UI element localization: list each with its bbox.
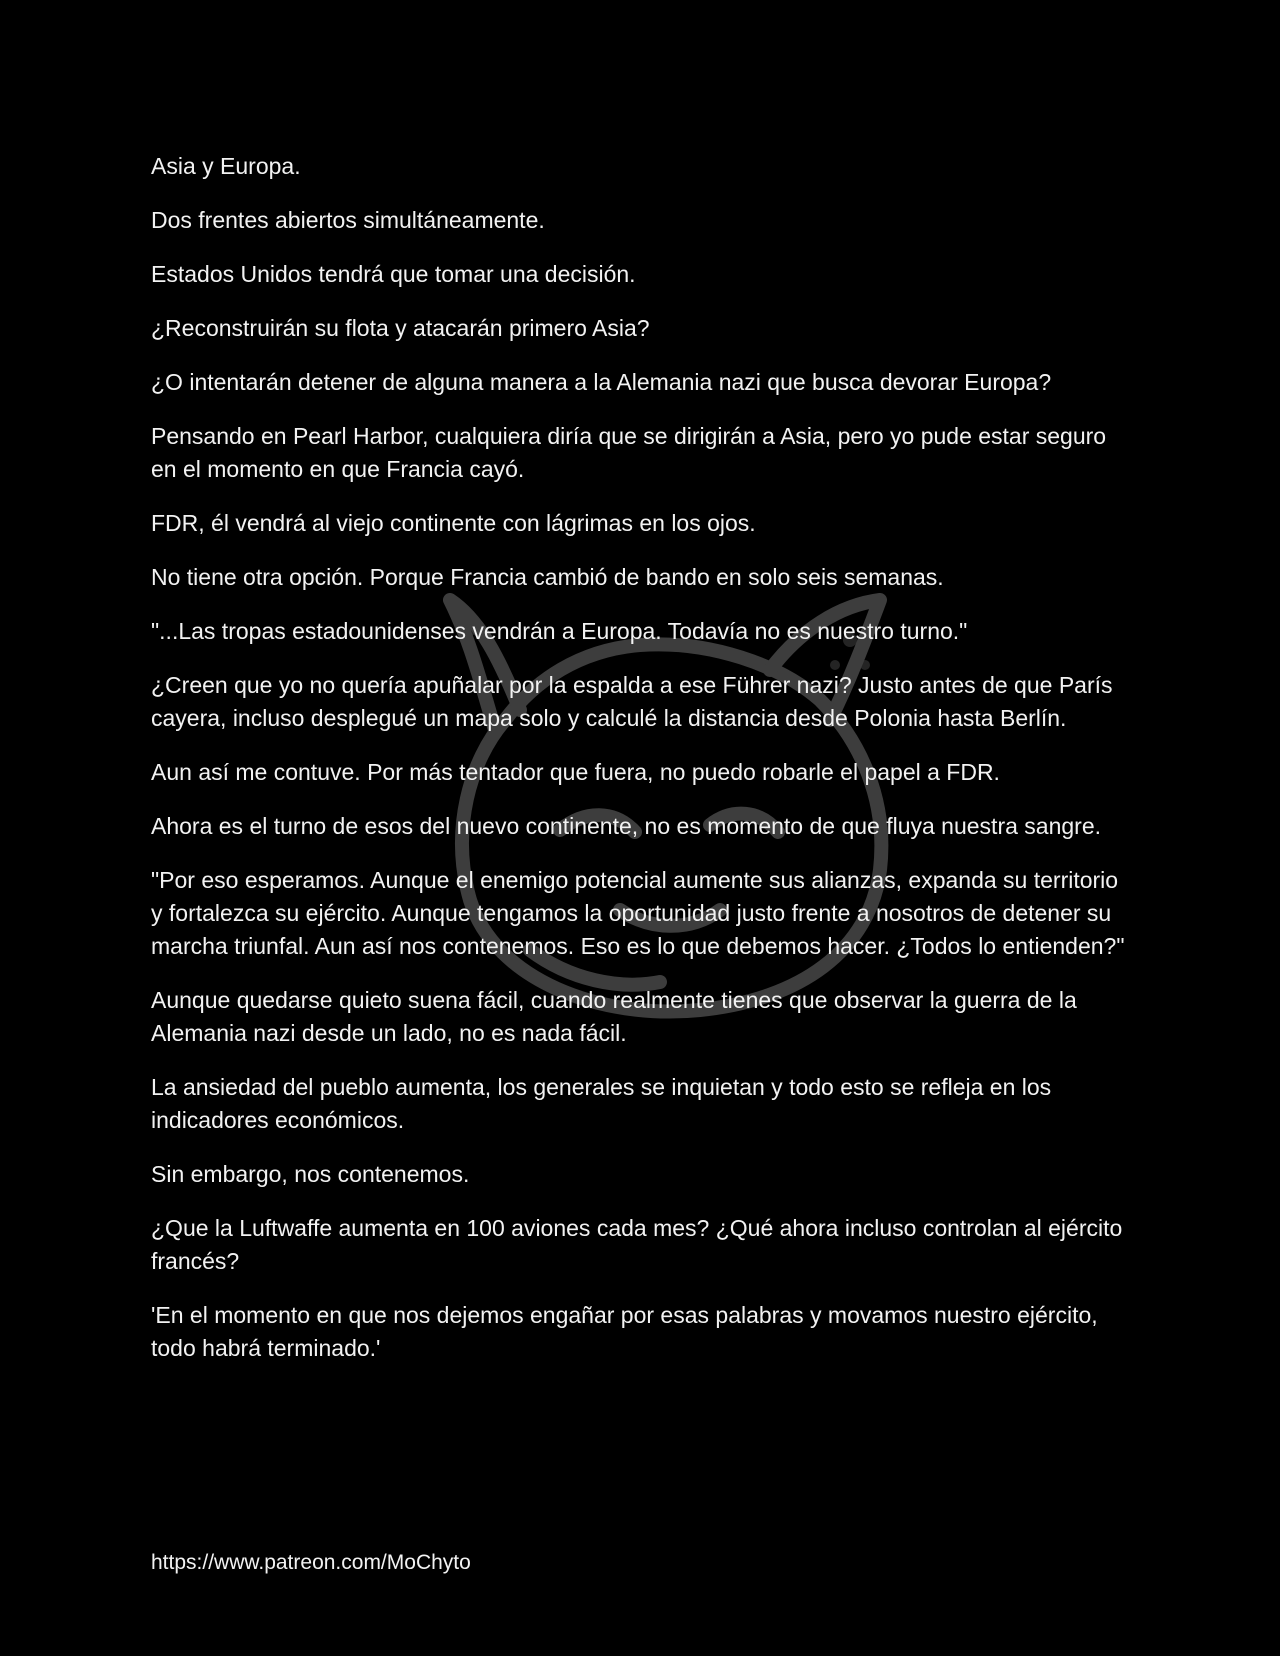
paragraph: Ahora es el turno de esos del nuevo continente, no es momento de que fluya nuestra sangre. bbox=[151, 813, 1102, 839]
story-text bbox=[151, 150, 1131, 1386]
paragraph: "...Las tropas estadounidenses vendrán a Europa. Todavía no es nuestro turno." bbox=[151, 618, 968, 644]
paragraph: La ansiedad del pueblo aumenta, los generales se inquietan y todo esto se refleja en los indicadores económicos. bbox=[151, 1074, 1052, 1133]
paragraph: No tiene otra opción. Porque Francia cambió de bando en solo seis semanas. bbox=[151, 564, 944, 590]
paragraph: ¿Reconstruirán su flota y atacarán primero Asia? bbox=[151, 315, 650, 341]
paragraph: ¿Que la Luftwaffe aumenta en 100 aviones cada mes? ¿Qué ahora incluso controlan al ejército francés? bbox=[151, 1215, 1123, 1274]
paragraph: Dos frentes abiertos simultáneamente. bbox=[151, 207, 545, 233]
paragraph: Sin embargo, nos contenemos. bbox=[151, 1161, 470, 1187]
paragraph: FDR, él vendrá al viejo continente con lágrimas en los ojos. bbox=[151, 510, 756, 536]
patreon-link[interactable]: https://www.patreon.com/MoChyto bbox=[151, 1551, 471, 1574]
paragraph: Asia y Europa. bbox=[151, 153, 301, 179]
paragraph: Aunque quedarse quieto suena fácil, cuando realmente tienes que observar la guerra de la Alemania nazi desde un lado, no es nada fácil. bbox=[151, 987, 1077, 1046]
paragraph: 'En el momento en que nos dejemos engañar por esas palabras y movamos nuestro ejército, todo habrá terminado.' bbox=[151, 1302, 1098, 1361]
paragraph: Pensando en Pearl Harbor, cualquiera diría que se dirigirán a Asia, pero yo pude estar seguro en el momento en que Francia cayó. bbox=[151, 423, 1107, 482]
paragraph: "Por eso esperamos. Aunque el enemigo potencial aumente sus alianzas, expanda su territorio y fortalezca su ejército. Aunque tengamos la oportunidad justo frente a nosotros de detener su marcha triunfal. Aun así nos contenemos. Eso es lo que debemos hacer. ¿Todos lo entienden?" bbox=[151, 867, 1125, 959]
paragraph: ¿O intentarán detener de alguna manera a la Alemania nazi que busca devorar Europa? bbox=[151, 369, 1052, 395]
paragraph: Aun así me contuve. Por más tentador que fuera, no puedo robarle el papel a FDR. bbox=[151, 759, 1000, 785]
paragraph: Estados Unidos tendrá que tomar una decisión. bbox=[151, 261, 636, 287]
paragraph: ¿Creen que yo no quería apuñalar por la espalda a ese Führer nazi? Justo antes de que París cayera, incluso desplegué un mapa solo y calculé la distancia desde Polonia hasta Berlín. bbox=[151, 672, 1113, 731]
